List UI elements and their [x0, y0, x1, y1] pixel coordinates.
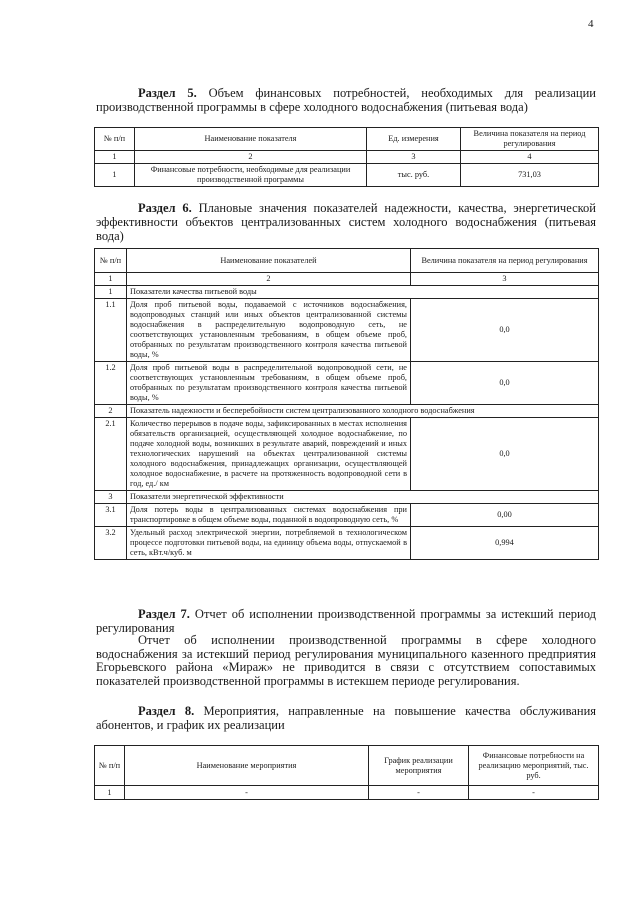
t8-row-num: 1: [95, 786, 125, 800]
t6-r21-name: Количество перерывов в подаче воды, зафиксированных в местах исполнения обязательств организацией, осуществляющей холодное водоснабжение, по подаче холодной воды, возникших в результате аварий, повреждений и иных технологических нарушений на объектах централизованной системы холодного водоснабжения, принадлежащих организации, осуществляющей холодное водоснабжение, в расчете на протяженность водопроводной сети в год, ед./ км: [127, 418, 411, 491]
section8-title-text: Мероприятия, направленные на повышение качества обслуживания абонентов, и график их реализации: [96, 704, 597, 732]
t6-r31-num: 3.1: [95, 504, 127, 527]
page-number: 4: [588, 18, 594, 30]
section5-table: [94, 127, 599, 187]
t6-group3-num: 3: [95, 491, 127, 504]
t6-colnum-1: 1: [95, 273, 127, 286]
t5-header-unit: Ед. измерения: [367, 128, 461, 151]
t6-group1-name: Показатели качества питьевой воды: [127, 286, 599, 299]
t8-row-schedule: -: [369, 786, 469, 800]
t6-header-num: № п/п: [95, 249, 127, 273]
t6-r21-num: 2.1: [95, 418, 127, 491]
t8-header-name: Наименование мероприятия: [125, 746, 369, 786]
t5-colnum-3: 3: [367, 151, 461, 164]
section8-table: [94, 745, 599, 800]
t5-row-unit: тыс. руб.: [367, 164, 461, 187]
section7-title-bold: Раздел 7.: [138, 607, 190, 621]
t6-r32-name: Удельный расход электрической энергии, потребляемой в технологическом процессе подготовки питьевой воды, на единицу объема воды, отпускаемой в сеть, кВт.ч/куб. м: [127, 527, 411, 560]
t6-group2-name: Показатель надежности и бесперебойности систем централизованного холодного водоснабжения: [127, 405, 599, 418]
t6-r31-value: 0,00: [411, 504, 599, 527]
section8-title: [96, 704, 596, 732]
t6-r32-value: 0,994: [411, 527, 599, 560]
t5-row-num: 1: [95, 164, 135, 187]
t8-header-finance: Финансовые потребности на реализацию мероприятий, тыс. руб.: [469, 746, 599, 786]
section7-body: Отчет об исполнении производственной программы в сфере холодного водоснабжения за истекший период регулирования муниципального казенного предприятия Егорьевского района «Мираж» не приводится в связи с отсутствием сопоставимых показателей производственной программы в истекшем периоде регулирования.: [96, 633, 596, 688]
section5-title: [96, 86, 596, 114]
section6-title-text: Плановые значения показателей надежности, качества, энергетической эффективности объектов централизованных систем холодного водоснабжения (питьевая вода): [96, 201, 596, 243]
t6-colnum-3: 3: [411, 273, 599, 286]
section6-title: [96, 201, 596, 243]
section5-title-text: Объем финансовых потребностей, необходимых для реализации производственной программы в сфере холодного водоснабжения (питьевая вода): [96, 86, 596, 114]
t6-group3-name: Показатели энергетической эффективности: [127, 491, 599, 504]
section6-table: [94, 248, 599, 560]
t6-r21-value: 0,0: [411, 418, 599, 491]
t8-header-schedule: График реализации мероприятия: [369, 746, 469, 786]
t8-header-num: № п/п: [95, 746, 125, 786]
section6-title-bold: Раздел 6.: [138, 201, 192, 215]
t5-colnum-4: 4: [461, 151, 599, 164]
t6-r12-name: Доля проб питьевой воды в распределительной водопроводной сети, не соответствующих установленным требованиям, в общем объеме проб, отобранных по результатам производственного контроля качества питьевой воды, %: [127, 362, 411, 405]
t8-row-finance: -: [469, 786, 599, 800]
t6-header-value: Величина показателя на период регулирования: [411, 249, 599, 273]
t6-group1-num: 1: [95, 286, 127, 299]
t6-r12-value: 0,0: [411, 362, 599, 405]
t6-r32-num: 3.2: [95, 527, 127, 560]
t6-r11-name: Доля проб питьевой воды, подаваемой с источников водоснабжения, водопроводных станций или иных объектов централизованной системы водоснабжения в распределительную водопроводную сеть, не соответствующих установленным требованиям, в общем объеме проб, отобранных по результатам производственного контроля качества питьевой воды, %: [127, 299, 411, 362]
t5-colnum-2: 2: [135, 151, 367, 164]
t6-header-name: Наименование показателей: [127, 249, 411, 273]
t6-r11-value: 0,0: [411, 299, 599, 362]
t5-header-name: Наименование показателя: [135, 128, 367, 151]
t5-row-name: Финансовые потребности, необходимые для реализации производственной программы: [135, 164, 367, 187]
t5-header-value: Величина показателя на период регулирования: [461, 128, 599, 151]
t6-r12-num: 1.2: [95, 362, 127, 405]
t5-header-num: № п/п: [95, 128, 135, 151]
section5-title-bold: Раздел 5.: [138, 86, 197, 100]
t6-r11-num: 1.1: [95, 299, 127, 362]
t5-colnum-1: 1: [95, 151, 135, 164]
t6-group2-num: 2: [95, 405, 127, 418]
t8-row-name: -: [125, 786, 369, 800]
t6-colnum-2: 2: [127, 273, 411, 286]
section7-title-text: Отчет об исполнении производственной программы за истекший период регулирования: [96, 607, 596, 635]
t5-row-value: 731,03: [461, 164, 599, 187]
section8-title-bold: Раздел 8.: [138, 704, 195, 718]
section7-title: [96, 607, 596, 635]
t6-r31-name: Доля потерь воды в централизованных системах водоснабжения при транспортировке в общем объеме воды, поданной в водопроводную сеть, %: [127, 504, 411, 527]
